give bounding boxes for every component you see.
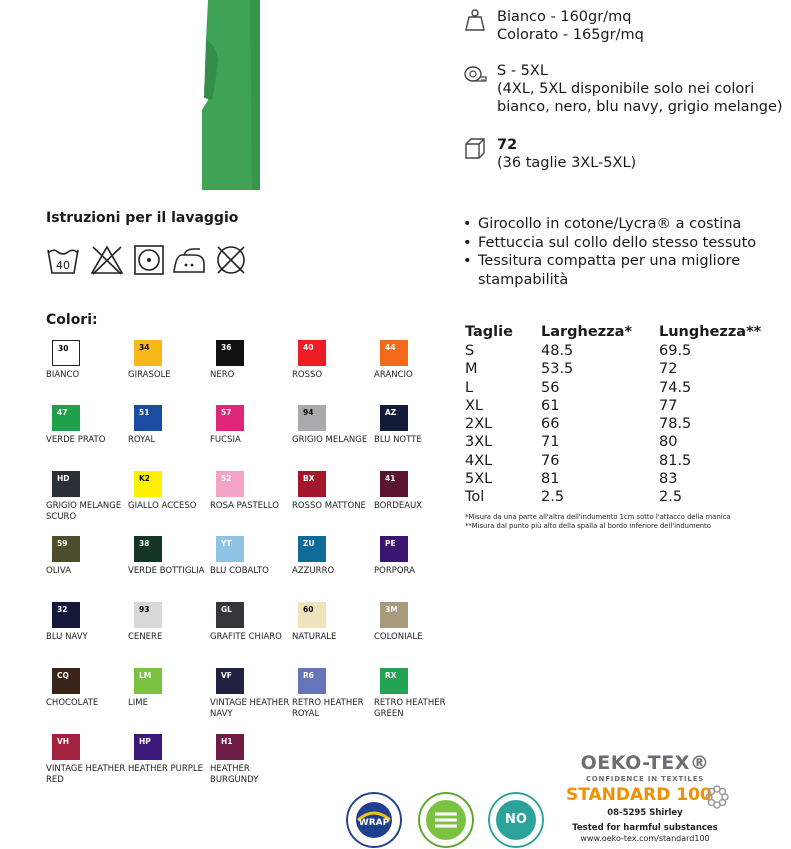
color-name: CHOCOLATE — [46, 698, 99, 708]
color-name: GRAFITE CHIARO — [210, 632, 282, 642]
oeko-tex-label — [560, 752, 730, 844]
size-width: 66 — [541, 416, 560, 433]
color-name: NERO — [210, 370, 235, 380]
color-swatch[interactable] — [134, 668, 162, 694]
color-name: HEATHER BURGUNDY — [210, 764, 259, 785]
tape-measure-icon — [463, 62, 487, 86]
tumble-dry-icon — [132, 243, 166, 277]
color-name: ROYAL — [128, 435, 156, 445]
oeko-flower-icon — [704, 784, 730, 810]
box-icon — [463, 136, 487, 160]
oeko-id: 08-5295 Shirley — [607, 808, 683, 818]
size-length: 78.5 — [659, 416, 692, 433]
color-swatch[interactable] — [380, 340, 408, 366]
color-name: GIALLO ACCESO — [128, 501, 197, 511]
size-label: 5XL — [465, 471, 493, 488]
color-code: 36 — [221, 343, 232, 352]
color-swatch[interactable] — [216, 405, 244, 431]
color-swatch[interactable] — [298, 536, 326, 562]
color-name: OLIVA — [46, 566, 72, 576]
iron-medium-icon — [170, 243, 208, 277]
color-code: 34 — [139, 343, 150, 352]
oeko-tested: Tested for harmful substances — [572, 823, 718, 833]
size-width: 48.5 — [541, 343, 574, 359]
color-swatch[interactable] — [298, 405, 326, 431]
wrap-certified-icon — [346, 792, 402, 848]
color-swatch[interactable] — [380, 602, 408, 628]
color-code: 40 — [303, 343, 314, 352]
product-image-shirt — [190, 0, 270, 190]
color-name: CENERE — [128, 632, 163, 642]
color-swatch[interactable] — [216, 340, 244, 366]
color-swatch[interactable] — [52, 405, 80, 431]
size-row — [465, 397, 779, 415]
size-label: M — [465, 361, 478, 378]
color-code: LM — [139, 671, 152, 680]
color-swatch[interactable] — [380, 668, 408, 694]
color-code: HP — [139, 737, 151, 746]
color-name: VERDE PRATO — [46, 435, 106, 445]
color-code: GL — [221, 605, 232, 614]
size-note-2: **Misura dal punto più alto della spalla al bordo inferiore dell'indumento — [465, 522, 711, 530]
color-swatch[interactable] — [298, 471, 326, 497]
wash-40-icon — [46, 243, 80, 277]
color-code: VH — [57, 737, 70, 746]
pack-qty: 72 — [497, 137, 518, 153]
size-row — [465, 379, 779, 397]
color-swatch[interactable] — [216, 668, 244, 694]
color-code: AZ — [385, 408, 397, 417]
color-code: 52 — [221, 474, 232, 483]
size-row — [465, 360, 779, 378]
color-code: H1 — [221, 737, 233, 746]
colors-title: Colori: — [46, 312, 98, 328]
color-swatch[interactable] — [134, 471, 162, 497]
size-width: 76 — [541, 452, 560, 469]
size-label: L — [465, 379, 474, 396]
oeko-tagline: CONFIDENCE IN TEXTILES — [585, 775, 705, 783]
color-name: ARANCIO — [374, 370, 413, 380]
color-code: 41 — [385, 474, 396, 483]
size-table-header — [465, 322, 779, 342]
color-code: VF — [221, 671, 232, 680]
color-name: GRIGIO MELANGE — [292, 435, 368, 445]
color-code: 32 — [57, 605, 68, 614]
color-code: YT — [221, 539, 232, 548]
feature-item: • Girocollo in cotone/Lycra® a costina — [463, 215, 783, 234]
weight-icon — [463, 8, 487, 32]
color-swatch[interactable] — [298, 340, 326, 366]
size-label: 3XL — [465, 434, 493, 451]
size-length: 81.5 — [659, 452, 692, 469]
size-width: 61 — [541, 397, 560, 414]
size-label: Tol — [465, 489, 485, 506]
size-width: 56 — [541, 379, 560, 396]
color-name: VERDE BOTTIGLIA — [128, 566, 205, 576]
no-child-labour-icon — [488, 792, 544, 848]
no-bleach-icon — [90, 243, 124, 277]
size-length: 69.5 — [659, 343, 692, 359]
color-swatch[interactable] — [380, 405, 408, 431]
color-code: K2 — [139, 474, 151, 483]
weight-line-1: Bianco - 160gr/mq — [497, 9, 632, 25]
color-code: 59 — [57, 539, 68, 548]
color-swatch[interactable] — [52, 536, 80, 562]
color-swatch[interactable] — [52, 340, 80, 366]
oeko-brand: OEKO-TEX® — [580, 752, 710, 774]
size-table — [465, 322, 779, 507]
color-swatch[interactable] — [134, 734, 162, 760]
size-row — [465, 433, 779, 451]
svg-text:WRAP: WRAP — [358, 818, 390, 828]
color-code: PE — [385, 539, 396, 548]
color-name: RETRO HEATHER ROYAL — [292, 698, 364, 719]
color-name: PORPORA — [374, 566, 415, 576]
color-swatch[interactable] — [52, 602, 80, 628]
color-name: LIME — [128, 698, 148, 708]
color-code: 30 — [58, 344, 69, 353]
color-name: VINTAGE HEATHER NAVY — [210, 698, 290, 719]
size-label: 2XL — [465, 416, 493, 433]
color-name: GIRASOLE — [128, 370, 171, 380]
color-swatch[interactable] — [298, 602, 326, 628]
color-swatch[interactable] — [134, 340, 162, 366]
color-swatch[interactable] — [380, 471, 408, 497]
size-length: 72 — [659, 361, 678, 378]
size-length: 2.5 — [659, 489, 683, 506]
no-dry-clean-icon — [214, 243, 248, 277]
color-name: FUCSIA — [210, 435, 241, 445]
color-name: AZZURRO — [292, 566, 335, 576]
sizes-note-1: (4XL, 5XL disponibile solo nei colori — [497, 81, 755, 97]
color-swatch[interactable] — [52, 668, 80, 694]
color-name: BLU NOTTE — [374, 435, 422, 445]
color-name: BIANCO — [46, 370, 80, 380]
color-swatch[interactable] — [52, 734, 80, 760]
color-name: GRIGIO MELANGE SCURO — [46, 501, 122, 522]
color-name: BLU COBALTO — [210, 566, 269, 576]
size-width: 71 — [541, 434, 560, 451]
color-name: ROSSO MATTONE — [292, 501, 366, 511]
feature-item: • Fettuccia sul collo dello stesso tessuto — [463, 234, 783, 253]
color-code: 60 — [303, 605, 314, 614]
size-length: 77 — [659, 397, 678, 414]
color-name: COLONIALE — [374, 632, 423, 642]
color-swatch[interactable] — [134, 602, 162, 628]
color-name: NATURALE — [292, 632, 337, 642]
color-name: RETRO HEATHER GREEN — [374, 698, 446, 719]
size-label: S — [465, 343, 475, 359]
color-name: HEATHER PURPLE — [128, 764, 203, 774]
color-swatch[interactable] — [134, 536, 162, 562]
color-code: 3M — [385, 605, 398, 614]
color-swatch[interactable] — [216, 471, 244, 497]
color-name: ROSA PASTELLO — [210, 501, 279, 511]
color-swatch[interactable] — [52, 471, 80, 497]
color-swatch[interactable] — [216, 602, 244, 628]
wash-title: Istruzioni per il lavaggio — [46, 210, 239, 226]
color-name: BLU NAVY — [46, 632, 88, 642]
header-lunghezza: Lunghezza** — [659, 324, 762, 340]
sizes-range: S - 5XL — [497, 63, 548, 79]
color-code: 57 — [221, 408, 232, 417]
svg-text:NO: NO — [505, 812, 527, 827]
header-taglie: Taglie — [465, 324, 513, 340]
sizes-note-2: bianco, nero, blu navy, grigio melange) — [497, 99, 783, 115]
size-label: XL — [465, 397, 484, 414]
size-note-1: *Misura da una parte all'altra dell'indumento 1cm sotto l'attacco della manica — [465, 513, 731, 521]
header-larghezza: Larghezza* — [541, 324, 632, 340]
color-code: 38 — [139, 539, 150, 548]
color-swatch[interactable] — [216, 734, 244, 760]
color-code: 94 — [303, 408, 314, 417]
color-name: VINTAGE HEATHER RED — [46, 764, 126, 785]
weight-line-2: Colorato - 165gr/mq — [497, 27, 644, 43]
color-code: R6 — [303, 671, 314, 680]
oeko-standard: STANDARD 100 — [566, 785, 712, 805]
color-swatch[interactable] — [134, 405, 162, 431]
color-code: 47 — [57, 408, 68, 417]
size-row — [465, 488, 779, 506]
size-label: 4XL — [465, 452, 493, 469]
color-swatch[interactable] — [216, 536, 244, 562]
feature-item: • Tessitura compatta per una migliore stampabilità — [463, 252, 768, 289]
color-code: 93 — [139, 605, 150, 614]
color-name: BORDEAUX — [374, 501, 423, 511]
size-row — [465, 452, 779, 470]
fair-wear-icon — [418, 792, 474, 848]
color-swatch[interactable] — [380, 536, 408, 562]
size-length: 74.5 — [659, 379, 692, 396]
color-code: 51 — [139, 408, 150, 417]
size-row — [465, 342, 779, 360]
size-width: 2.5 — [541, 489, 565, 506]
oeko-url: www.oeko-tex.com/standard100 — [580, 834, 710, 843]
size-length: 83 — [659, 471, 678, 488]
color-name: ROSSO — [292, 370, 323, 380]
size-row — [465, 415, 779, 433]
color-code: CQ — [57, 671, 69, 680]
features-list — [463, 215, 783, 289]
color-code: 44 — [385, 343, 396, 352]
size-length: 80 — [659, 434, 678, 451]
size-row — [465, 470, 779, 488]
color-code: RX — [385, 671, 397, 680]
pack-note: (36 taglie 3XL-5XL) — [497, 155, 637, 171]
size-width: 81 — [541, 471, 560, 488]
size-width: 53.5 — [541, 361, 574, 378]
color-swatch[interactable] — [298, 668, 326, 694]
color-code: ZU — [303, 539, 315, 548]
color-code: HD — [57, 474, 70, 483]
svg-text:40: 40 — [56, 259, 70, 272]
color-code: BX — [303, 474, 315, 483]
